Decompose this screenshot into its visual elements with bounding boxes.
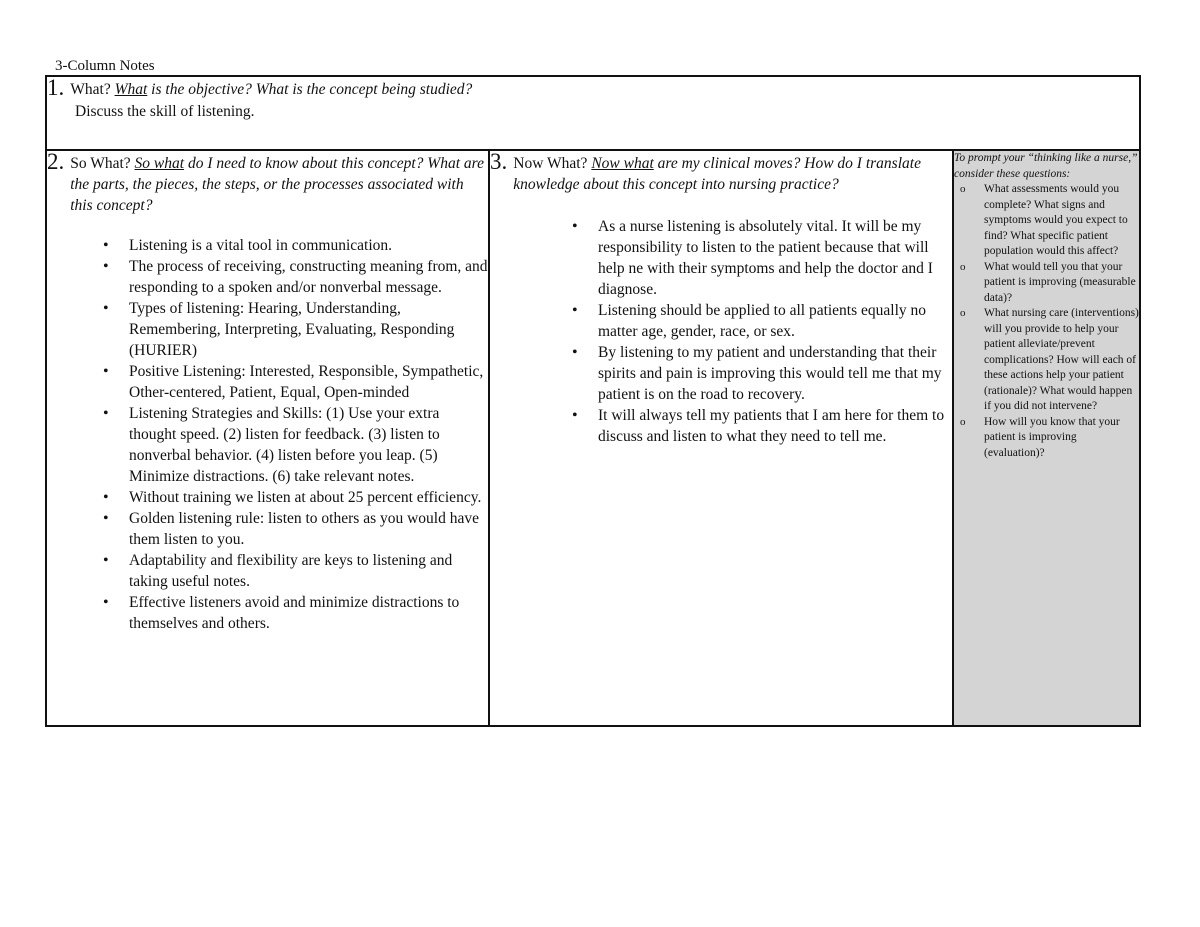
list-item: • As a nurse listening is absolutely vital. It will be my responsibility to listen to the patient because that will help ne with their symptoms and help the doctor and I diagnose. xyxy=(598,216,952,300)
so-what-column xyxy=(46,150,489,726)
nurse-prompt-sidebar xyxy=(953,150,1140,726)
objective-question: What? What is the objective? What is the concept being studied? xyxy=(70,81,473,98)
sidebar-prompt: To prompt your “thinking like a nurse,” consider these questions: xyxy=(954,152,1138,180)
list-item: • Listening should be applied to all patients equally no matter age, gender, race, or sex. xyxy=(598,300,952,342)
section-number: 2. xyxy=(47,149,65,174)
so-what-bullet-list xyxy=(47,235,488,634)
list-item: • It will always tell my patients that I am here for them to discuss and listen to what they need to tell me. xyxy=(598,405,952,447)
list-item: o How will you know that your patient is improving (evaluation)? xyxy=(984,415,1139,462)
now-what-question: Now What? Now what are my clinical moves? How do I translate knowledge about this concept into nursing practice? xyxy=(513,155,921,193)
document-title: 3-Column Notes xyxy=(55,58,155,74)
objective-answer: Discuss the skill of listening. xyxy=(75,103,255,120)
list-item: • Without training we listen at about 25 percent efficiency. xyxy=(129,487,488,508)
now-what-column xyxy=(489,150,953,726)
sidebar-question-list xyxy=(954,182,1139,461)
list-item: o What nursing care (interventions) will you provide to help your patient alleviate/prevent complications? How will each of these actions help your patient (rationale)? What would happen if you did not intervene? xyxy=(984,306,1139,415)
so-what-header xyxy=(47,151,488,216)
list-item: • Positive Listening: Interested, Responsible, Sympathetic, Other-centered, Patient, Equal, Open-minded xyxy=(129,361,488,403)
list-item: o What assessments would you complete? What signs and symptoms would you expect to find? What specific patient population would this affect? xyxy=(984,182,1139,260)
now-what-bullet-list xyxy=(490,216,952,447)
objective-section xyxy=(46,76,1140,150)
list-item: • Golden listening rule: listen to others as you would have them listen to you. xyxy=(129,508,488,550)
list-item: o What would tell you that your patient is improving (measurable data)? xyxy=(984,260,1139,307)
section-number: 1. xyxy=(47,75,65,100)
list-item: • Types of listening: Hearing, Understanding, Remembering, Interpreting, Evaluating, Responding (HURIER) xyxy=(129,298,488,361)
list-item: • Listening is a vital tool in communication. xyxy=(129,235,488,256)
three-column-notes-table xyxy=(45,75,1141,727)
now-what-header xyxy=(490,151,952,195)
list-item: • Adaptability and flexibility are keys to listening and taking useful notes. xyxy=(129,550,488,592)
list-item: • By listening to my patient and understanding that their spirits and pain is improving this would tell me that my patient is on the road to recovery. xyxy=(598,342,952,405)
section-number: 3. xyxy=(490,149,508,174)
list-item: • The process of receiving, constructing meaning from, and responding to a spoken and/or nonverbal message. xyxy=(129,256,488,298)
so-what-question: So What? So what do I need to know about this concept? What are the parts, the pieces, the steps, or the processes associated with this concept? xyxy=(70,155,484,214)
list-item: • Effective listeners avoid and minimize distractions to themselves and others. xyxy=(129,592,488,634)
list-item: • Listening Strategies and Skills: (1) Use your extra thought speed. (2) listen for feedback. (3) listen to nonverbal behavior. (4) listen before you leap. (5) Minimize distractions. (6) take relevant notes. xyxy=(129,403,488,487)
objective-header xyxy=(47,77,1139,101)
